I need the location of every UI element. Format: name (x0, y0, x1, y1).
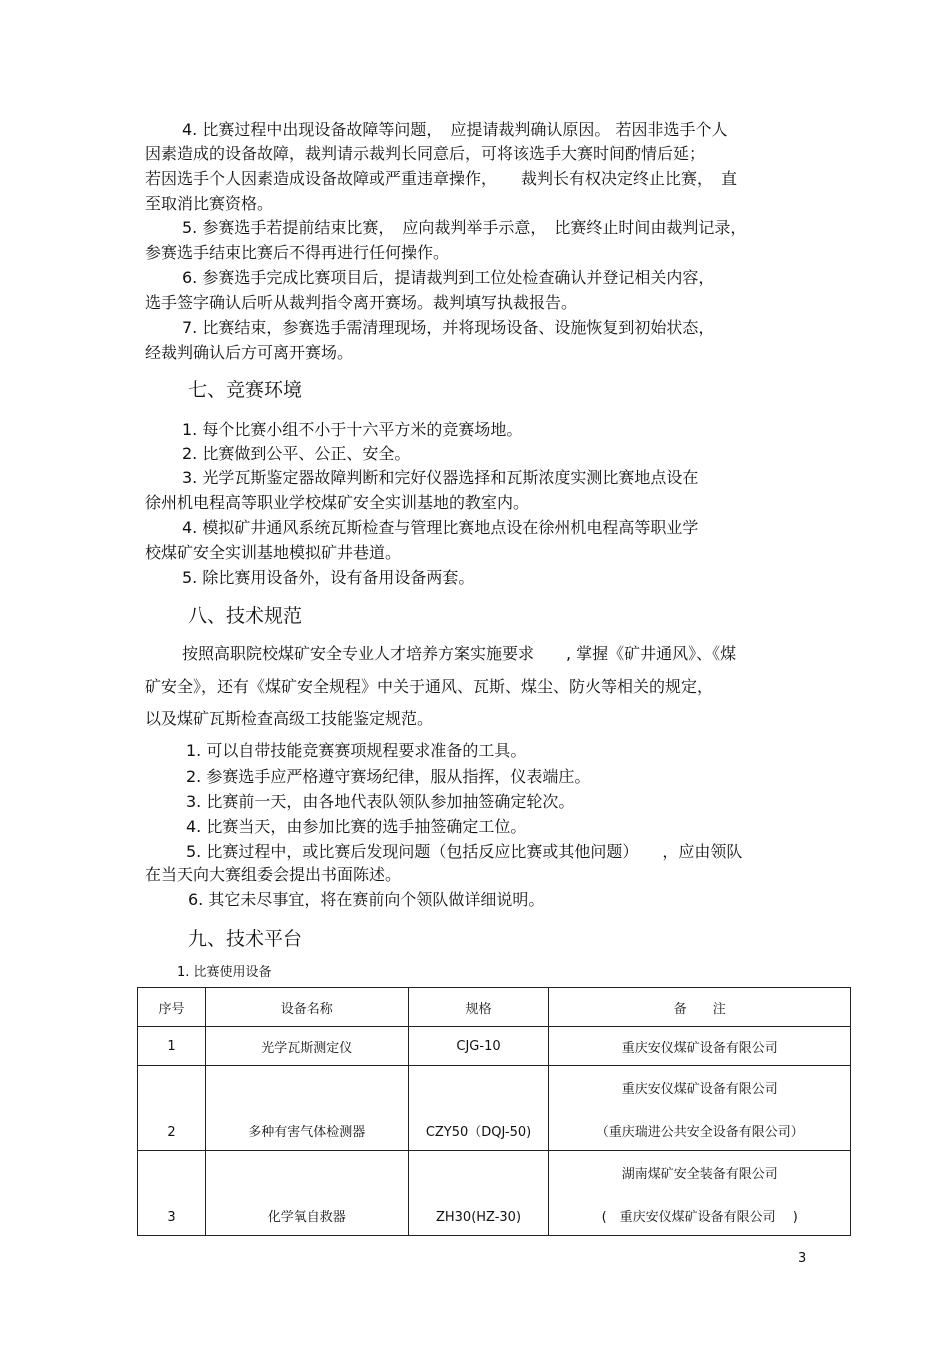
paragraph-line: 5. 参赛选手若提前结束比赛， 应向裁判举手示意， 比赛终止时间由裁判记录， (182, 218, 747, 237)
section-heading: 八、技术规范 (188, 605, 303, 627)
paragraph-line: 至取消比赛资格。 (145, 194, 274, 213)
table-cell-name: 光学瓦斯测定仪 (205, 1027, 408, 1066)
table-caption: 1. 比赛使用设备 (177, 965, 272, 980)
paragraph-line: 5. 比赛过程中，或比赛后发现问题（包括反应比赛或其他问题） ，应由领队 (186, 842, 743, 861)
table-cell-no: 1 (138, 1027, 206, 1066)
paragraph-line: 在当天向大赛组委会提出书面陈述。 (145, 865, 402, 884)
paragraph-line: 矿安全》，还有《煤矿安全规程》中关于通风、瓦斯、煤尘、防火等相关的规定， (145, 677, 714, 696)
paragraph-line: 以及煤矿瓦斯检查高级工技能鉴定规范。 (145, 709, 434, 728)
table-cell-note: 重庆安仪煤矿设备有限公司 (549, 1027, 851, 1066)
table-cell-name: 化学氧自救器 (205, 1151, 408, 1236)
table-header-row (138, 988, 851, 1027)
table-row (138, 1151, 851, 1236)
table-row (138, 1066, 851, 1151)
table-cell-note (549, 1151, 851, 1236)
paragraph-line: 参赛选手结束比赛后不得再进行任何操作。 (145, 243, 450, 262)
column-header: 设备名称 (205, 988, 408, 1027)
table-cell-spec: CZY50（DQJ-50) (408, 1066, 549, 1151)
paragraph-line: 按照高职院校煤矿安全专业人才培养方案实施要求 , 掌握《矿井通风》、《煤 (182, 644, 737, 663)
table-row (138, 1027, 851, 1066)
table-cell-spec: ZH30(HZ-30) (408, 1151, 549, 1236)
paragraph-line: 2. 参赛选手应严格遵守赛场纪律，服从指挥，仪表端庄。 (186, 767, 591, 786)
paragraph-line: 1. 每个比赛小组不小于十六平方米的竞赛场地。 (182, 420, 523, 439)
equipment-table (137, 987, 851, 1236)
paragraph-line: 6. 参赛选手完成比赛项目后，提请裁判到工位处检查确认并登记相关内容， (182, 268, 715, 287)
paragraph-line: 经裁判确认后方可离开赛场。 (145, 343, 354, 362)
paragraph-line: 7. 比赛结束，参赛选手需清理现场，并将现场设备、设施恢复到初始状态， (182, 318, 715, 337)
table-cell-note (549, 1066, 851, 1151)
section-heading: 九、技术平台 (188, 928, 303, 950)
paragraph-line: 6. 其它未尽事宜，将在赛前向个领队做详细说明。 (188, 890, 545, 909)
table-cell-name: 多种有害气体检测器 (205, 1066, 408, 1151)
paragraph-line: 2. 比赛做到公平、公正、安全。 (182, 444, 411, 463)
paragraph-line: 因素造成的设备故障，裁判请示裁判长同意后，可将该选手大赛时间酌情后延； (145, 144, 706, 163)
paragraph-line: 5. 除比赛用设备外，设有备用设备两套。 (182, 568, 475, 587)
paragraph-line: 1. 可以自带技能竞赛赛项规程要求准备的工具。 (186, 741, 527, 760)
table-cell-no: 3 (138, 1151, 206, 1236)
page-number: 3 (798, 1251, 807, 1266)
column-header: 备 注 (549, 988, 851, 1027)
note-line: 湖南煤矿安全装备有限公司 (621, 1167, 778, 1182)
paragraph-line: 4. 比赛当天，由参加比赛的选手抽签确定工位。 (186, 817, 527, 836)
section-heading: 七、竞赛环境 (188, 379, 303, 401)
paragraph-line: 4. 比赛过程中出现设备故障等问题， 应提请裁判确认原因。 若因非选手个人 (182, 120, 728, 139)
paragraph-line: 若因选手个人因素造成设备故障或严重违章操作， 裁判长有权决定终止比赛， 直 (145, 169, 738, 188)
note-line: 重庆安仪煤矿设备有限公司 (621, 1082, 778, 1097)
paragraph-line: 3. 光学瓦斯鉴定器故障判断和完好仪器选择和瓦斯浓度实测比赛地点设在 (182, 468, 699, 487)
paragraph-line: 选手签字确认后听从裁判指令离开赛场。裁判填写执裁报告。 (145, 293, 578, 312)
note-line: ( 重庆安仪煤矿设备有限公司 ) (601, 1210, 798, 1225)
paragraph-line: 4. 模拟矿井通风系统瓦斯检查与管理比赛地点设在徐州机电程高等职业学 (182, 518, 699, 537)
table-cell-spec: CJG-10 (408, 1027, 549, 1066)
paragraph-line: 3. 比赛前一天，由各地代表队领队参加抽签确定轮次。 (186, 792, 575, 811)
note-line: （重庆瑞进公共安全设备有限公司） (595, 1125, 804, 1140)
paragraph-line: 校煤矿安全实训基地模拟矿井巷道。 (145, 543, 402, 562)
column-header: 序号 (138, 988, 206, 1027)
paragraph-line: 徐州机电程高等职业学校煤矿安全实训基地的教室内。 (145, 493, 530, 512)
table-cell-no: 2 (138, 1066, 206, 1151)
column-header: 规格 (408, 988, 549, 1027)
